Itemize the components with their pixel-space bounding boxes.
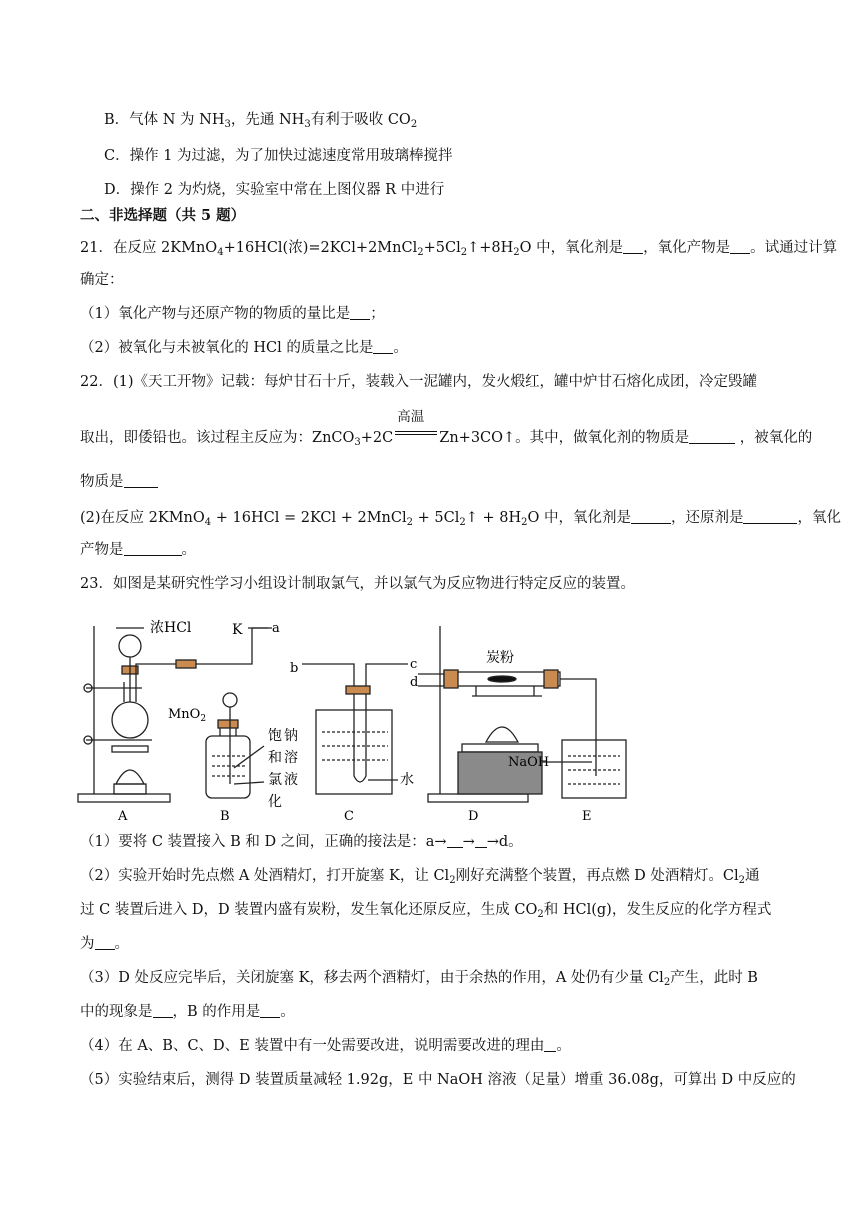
q23-sub2-line1: （2）实验开始时先点燃 A 处酒精灯，打开旋塞 K，让 $Cl_2$刚好充满整个装置，再点燃 D 处酒精灯。$Cl_2$通 <box>80 868 760 886</box>
q21-stem-cont: 确定： <box>80 272 124 288</box>
label-c: C <box>344 809 354 824</box>
q23-sub3-line1: （3）D 处反应完毕后，关闭旋塞 K，移去两个酒精灯，由于余热的作用，A 处仍有少量 $Cl_2$产生，此时 B <box>80 970 758 988</box>
answer-blank[interactable] <box>153 1003 173 1018</box>
answer-blank[interactable] <box>95 935 115 950</box>
label-sat-6: 溶 <box>284 750 298 766</box>
gas-bottle-b <box>206 736 250 798</box>
label-sat-5: 钠 <box>284 728 298 744</box>
q23-sub2-line2: 过 C 装置后进入 D，D 装置内盛有炭粉，发生氧化还原反应，生成 $CO_2$和 HCl(g)，发生反应的化学方程式 <box>80 902 772 920</box>
q22-p1-line1: 22．(1)《天工开物》记载：每炉甘石十斤，装载入一泥罐内，发火煅红，罐中炉甘石熔化成团，冷定毁罐 <box>80 374 757 390</box>
q23-sub2-line3: 为 。 <box>80 936 129 952</box>
label-e: E <box>582 809 592 824</box>
q23-intro: 23．如图是某研究性学习小组设计制取氯气，并以氯气为反应物进行特定反应的装置。 <box>80 576 635 592</box>
option-c: C．操作 1 为过滤，为了加快过滤速度常用玻璃棒搅拌 <box>104 148 453 164</box>
answer-blank[interactable] <box>350 305 370 320</box>
label-port-b: b <box>290 661 299 676</box>
label-port-c: c <box>410 657 418 672</box>
section-title: 二、非选择题（共 5 题） <box>80 207 246 224</box>
reaction-condition: 高温 <box>393 424 439 444</box>
q21-stem: 21．在反应 2KMnO$_4$+16HCl(浓)$=2KCl+2MnCl_2+5Cl_2↑+8H_2O$ 中，氧化剂是 ，氧化产物是 。试通过计算 <box>80 240 838 258</box>
label-carbon-powder: 炭粉 <box>486 650 514 666</box>
stand-base-d <box>428 794 528 802</box>
label-port-d: d <box>410 675 419 690</box>
q23-sub5: （5）实验结束后，测得 D 装置质量减轻 1.92g，E 中 NaOH 溶液（足量）增重 36.08g，可算出 D 中反应的 <box>80 1072 796 1088</box>
answer-blank[interactable] <box>631 509 671 524</box>
answer-blank[interactable] <box>447 833 463 848</box>
answer-blank[interactable] <box>124 541 182 556</box>
apparatus-figure <box>72 616 792 828</box>
label-mno2: MnO$_2$ <box>168 707 207 724</box>
label-sat-4: 化 <box>268 794 282 810</box>
answer-blank[interactable] <box>373 339 393 354</box>
option-b: B．气体 N 为 $NH_3$，先通 $NH_3$有利于吸收 $CO_2$ <box>104 112 418 130</box>
answer-blank[interactable] <box>689 429 735 444</box>
label-water: 水 <box>400 772 414 788</box>
separatory-funnel <box>119 635 141 657</box>
burner-a <box>116 770 144 784</box>
burner-d <box>486 727 518 742</box>
answer-blank[interactable] <box>743 509 797 524</box>
label-a: A <box>118 809 128 824</box>
answer-blank[interactable] <box>260 1003 280 1018</box>
q22-p1-line2: 取出，即倭铅也。该过程主反应为：ZnCO$_3$+2C 高温 Zn+3CO↑。其中，做氧化剂的物质是 ，被氧化的 <box>80 409 813 448</box>
label-conc-hcl: 浓HCl <box>150 620 192 636</box>
label-port-a: a <box>272 621 280 636</box>
round-flask-a <box>112 702 148 738</box>
option-d: D．操作 2 为灼烧，实验室中常在上图仪器 R 中进行 <box>104 182 445 198</box>
stand-base-a <box>78 794 170 802</box>
answer-blank[interactable] <box>730 239 750 254</box>
answer-blank[interactable] <box>544 1037 556 1052</box>
q23-sub1: （1）要将 C 装置接入 B 和 D 之间，正确的接法是：a→ → →d。 <box>80 834 523 850</box>
q22-p1-line3: 物质是 <box>80 472 158 492</box>
q22-p2-line1: (2)在反应 2KMnO$_4$ + 16HCl = 2KCl + 2MnCl$_2$ + $5Cl_2↑ + 8H_2O$ 中，氧化剂是 ，还原剂是 ，氧化 <box>80 510 841 528</box>
answer-blank[interactable] <box>124 473 158 488</box>
label-naoh: NaOH <box>508 755 550 770</box>
q21-sub1: （1）氧化产物与还原产物的物质的量比是 ； <box>80 306 385 322</box>
label-sat-1: 饱 <box>268 728 282 744</box>
q22-p2-line2: 产物是 。 <box>80 542 196 558</box>
label-d: D <box>468 809 479 824</box>
beaker-e <box>562 740 626 798</box>
label-valve-k: K <box>232 622 243 638</box>
q23-sub3-line2: 中的现象是 ，B 的作用是 。 <box>80 1004 295 1020</box>
label-sat-7: 液 <box>284 772 298 788</box>
label-b: B <box>220 809 230 824</box>
q23-sub4: （4）在 A、B、C、D、E 装置中有一处需要改进，说明需要改进的理由 。 <box>80 1038 571 1054</box>
answer-blank[interactable] <box>623 239 643 254</box>
label-sat-2: 和 <box>268 750 282 766</box>
label-sat-3: 氯 <box>268 772 282 788</box>
answer-blank[interactable] <box>475 833 487 848</box>
q21-sub2: （2）被氧化与未被氧化的 HCl 的质量之比是 。 <box>80 340 408 356</box>
